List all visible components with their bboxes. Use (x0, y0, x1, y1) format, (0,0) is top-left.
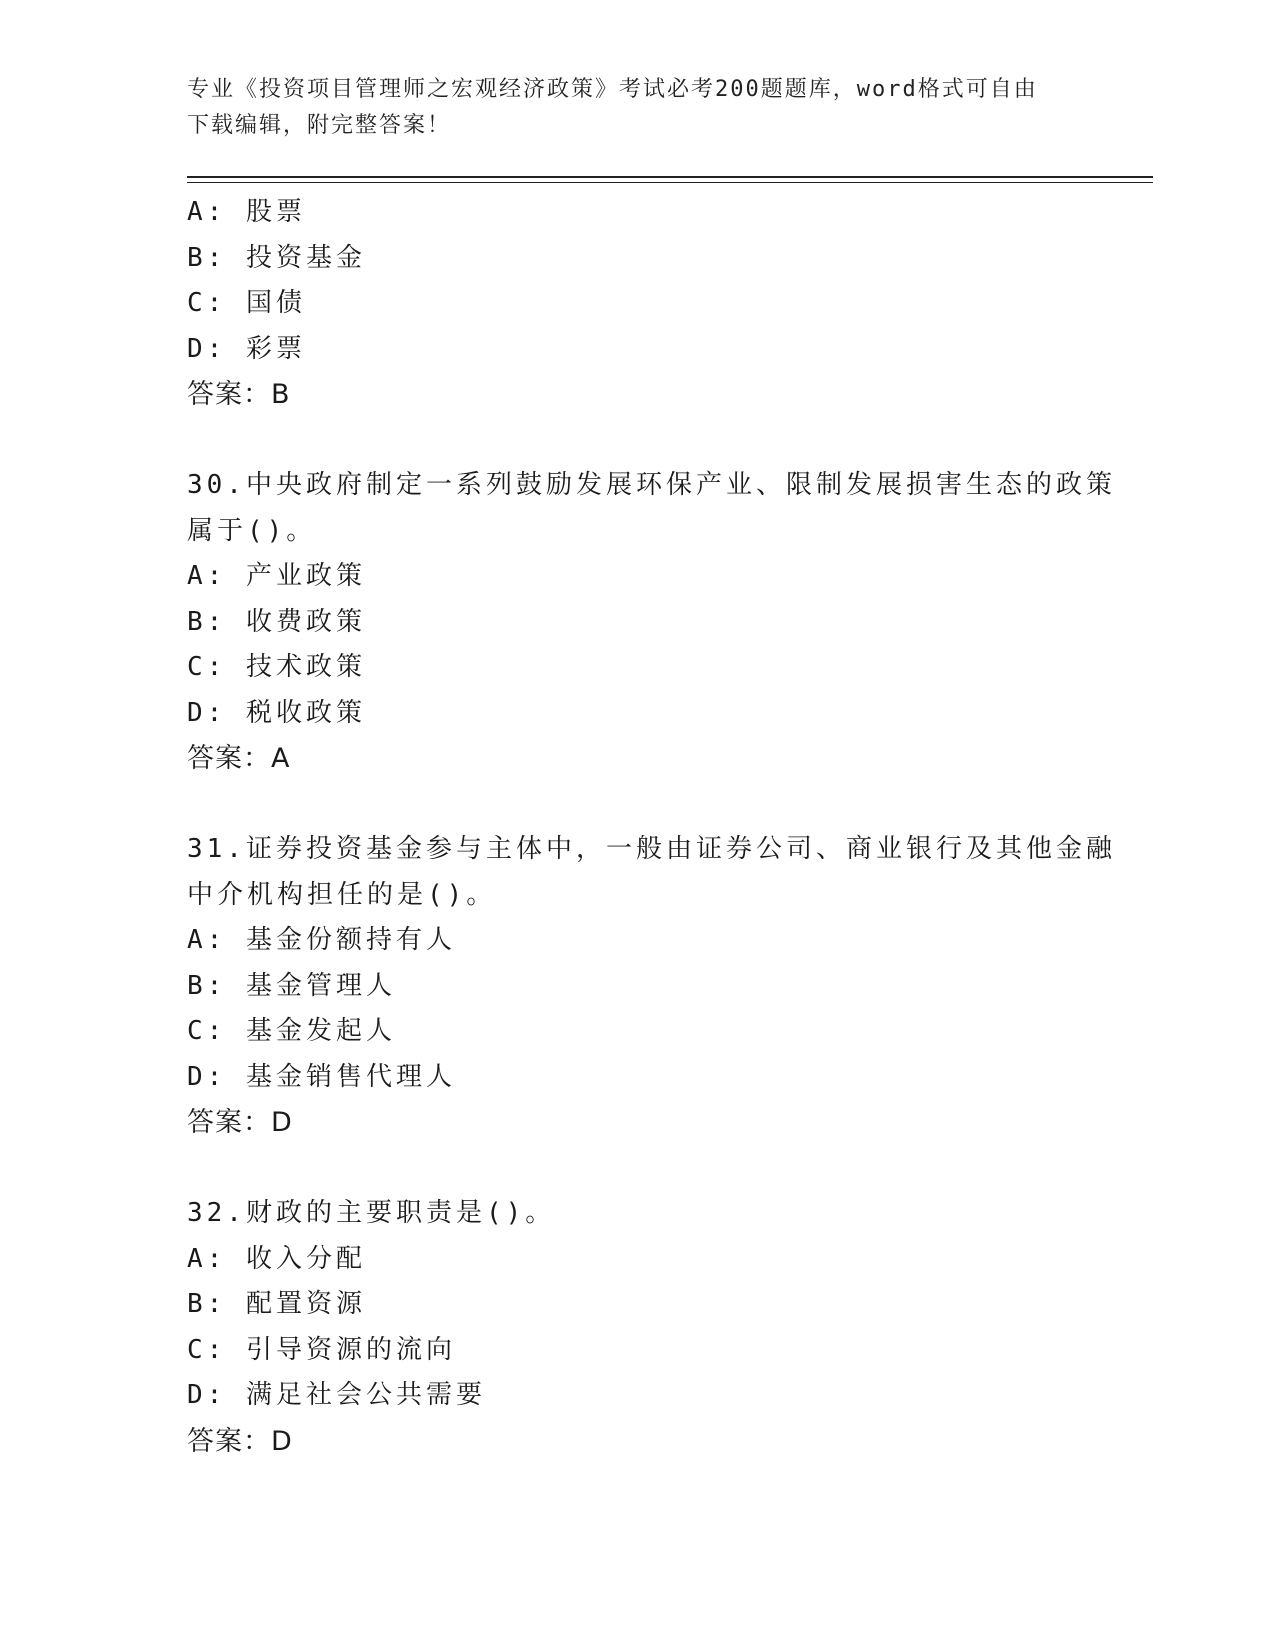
question-31 (187, 827, 1116, 1146)
answer: 答案：D (187, 1107, 293, 1138)
option-d: D: 彩票 (187, 333, 306, 364)
question-stem-continued: 中介机构担任的是()。 (187, 879, 497, 910)
option-d: D: 满足社会公共需要 (187, 1380, 486, 1410)
option-c: C: 基金发起人 (187, 1016, 396, 1046)
document-header (187, 72, 1067, 144)
question-list (187, 190, 1116, 1464)
answer: 答案：B (187, 379, 291, 410)
option-a: A: 股票 (187, 197, 306, 227)
header-line-1: 专业《投资项目管理师之宏观经济政策》考试必考200题题库，word格式可自由 (187, 77, 1038, 102)
option-c: C: 技术政策 (187, 652, 366, 682)
option-b: B: 收费政策 (187, 606, 366, 637)
question-stem: 31.证券投资基金参与主体中，一般由证券公司、商业银行及其他金融 (187, 834, 1116, 864)
question-30 (187, 463, 1116, 782)
option-b: B: 配置资源 (187, 1289, 366, 1319)
answer: 答案：D (187, 1425, 293, 1457)
option-b: B: 基金管理人 (187, 970, 396, 1001)
spacer (187, 1146, 1087, 1192)
option-c: C: 国债 (187, 288, 306, 318)
option-a: A: 基金份额持有人 (187, 925, 456, 955)
option-b: B: 投资基金 (187, 242, 366, 273)
question-32 (187, 1191, 1087, 1464)
option-a: A: 收入分配 (187, 1243, 366, 1274)
option-c: C: 引导资源的流向 (187, 1334, 456, 1365)
question-stem: 30.中央政府制定一系列鼓励发展环保产业、限制发展损害生态的政策 (187, 470, 1116, 500)
header-line-2: 下载编辑，附完整答案！ (187, 113, 452, 138)
option-a: A: 产业政策 (187, 561, 366, 591)
spacer (187, 782, 1087, 828)
header-rule-thick (187, 176, 1153, 178)
option-d: D: 税收政策 (187, 697, 366, 728)
question-29 (187, 190, 1087, 418)
option-d: D: 基金销售代理人 (187, 1061, 456, 1092)
header-rule-thin (187, 182, 1153, 183)
question-stem-continued: 属于()。 (187, 515, 317, 546)
question-stem: 32.财政的主要职责是()。 (187, 1198, 556, 1228)
spacer (187, 418, 1087, 464)
answer: 答案：A (187, 743, 291, 774)
